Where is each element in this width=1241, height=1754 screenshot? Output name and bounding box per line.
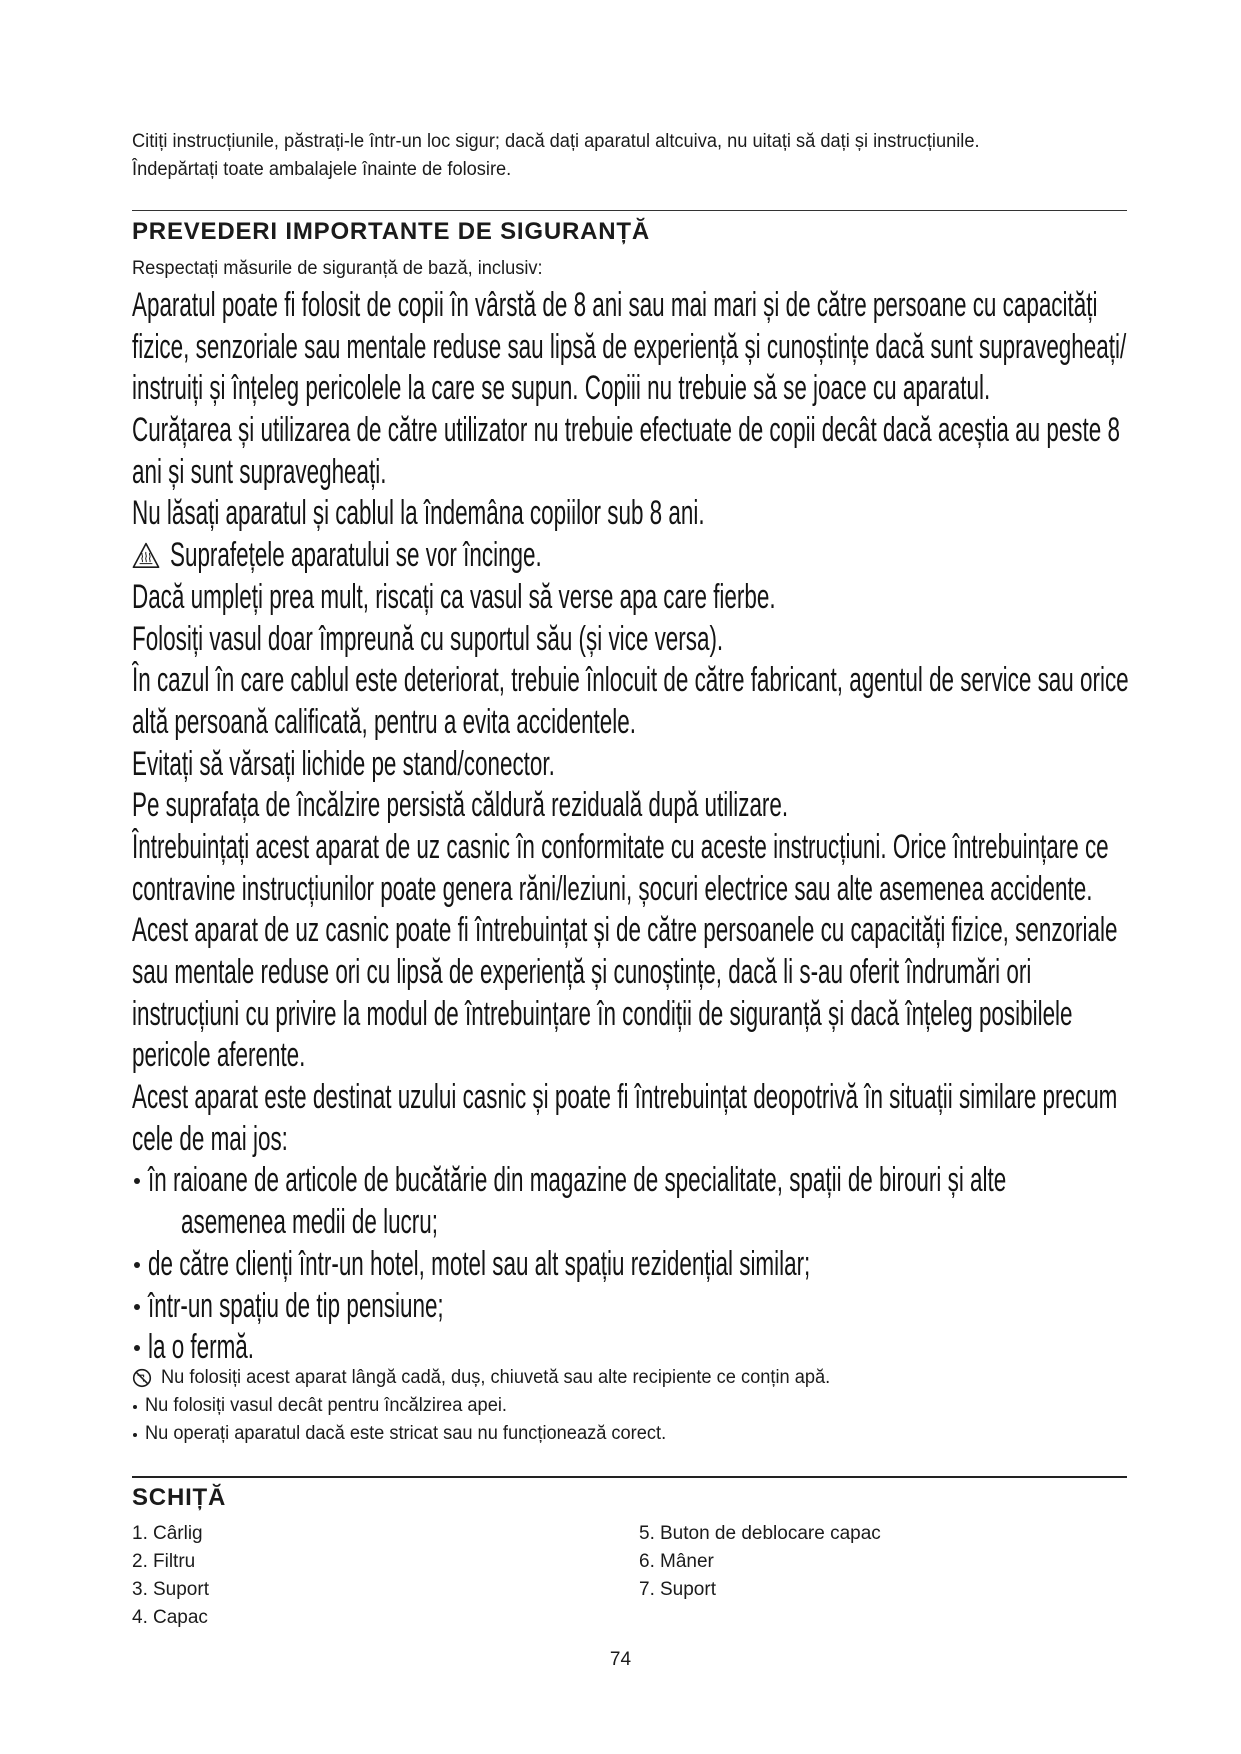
instruction-line bbox=[132, 1035, 1222, 1077]
usage-setting-text: la o fermă. bbox=[147, 1328, 254, 1367]
part-name: Capac bbox=[153, 1607, 208, 1628]
instruction-line bbox=[132, 660, 1222, 702]
usage-setting-item bbox=[132, 1244, 1222, 1286]
bullet-marker bbox=[133, 1433, 137, 1437]
part-number: 3. bbox=[132, 1579, 148, 1600]
parts-column-left bbox=[132, 1520, 209, 1632]
note-text: Nu operați aparatul dacă este stricat sau nu funcționează corect. bbox=[145, 1423, 667, 1444]
bullet-marker bbox=[134, 1345, 140, 1351]
section-divider bbox=[132, 1476, 1127, 1478]
instruction-line bbox=[132, 452, 1222, 494]
instruction-line bbox=[132, 1119, 1222, 1161]
instruction-line bbox=[132, 994, 1222, 1036]
instruction-line bbox=[132, 285, 1222, 327]
note-item bbox=[132, 1392, 1222, 1420]
instruction-text: ani și sunt supravegheați. bbox=[132, 452, 387, 491]
part-item bbox=[132, 1520, 209, 1548]
instruction-text: contravine instrucțiunilor poate genera răni/leziuni, șocuri electrice sau alte asemenea accidente. bbox=[132, 869, 1093, 908]
instruction-text: Nu lăsați aparatul și cablul la îndemâna copiilor sub 8 ani. bbox=[132, 494, 705, 533]
instruction-text: altă persoană calificată, pentru a evita accidentele. bbox=[132, 702, 636, 741]
intro-line-text: Citiți instrucțiunile, păstrați-le într-un loc sigur; dacă dați aparatul altcuiva, nu uitați să dați și instrucțiunile. bbox=[132, 131, 980, 152]
part-number: 7. bbox=[639, 1579, 655, 1600]
note-text: Nu folosiți acest aparat lângă cadă, duș, chiuvetă sau alte recipiente ce conțin apă. bbox=[161, 1367, 831, 1388]
instruction-line bbox=[132, 910, 1222, 952]
bullet-marker bbox=[134, 1304, 140, 1310]
part-item bbox=[132, 1604, 209, 1632]
usage-setting-item bbox=[132, 1160, 1222, 1202]
instruction-line bbox=[132, 410, 1222, 452]
section-divider bbox=[132, 210, 1127, 211]
part-number: 5. bbox=[639, 1523, 655, 1544]
instruction-line bbox=[132, 493, 1222, 535]
part-name: Buton de deblocare capac bbox=[660, 1523, 881, 1544]
part-item bbox=[639, 1576, 881, 1604]
safety-notes bbox=[132, 1364, 1222, 1448]
instruction-line bbox=[132, 1077, 1222, 1119]
part-item bbox=[132, 1576, 209, 1604]
safety-subheading bbox=[132, 255, 1222, 283]
intro-text bbox=[132, 128, 1222, 184]
usage-setting-continuation bbox=[132, 1202, 1222, 1244]
note-text: Nu folosiți vasul decât pentru încălzirea apei. bbox=[145, 1395, 507, 1416]
instruction-line bbox=[132, 368, 1222, 410]
part-item bbox=[639, 1520, 881, 1548]
instruction-text: Folosiți vasul doar împreună cu suportul său (și vice versa). bbox=[132, 619, 724, 658]
usage-setting-text: în raioane de articole de bucătărie din magazine de specialitate, spații de birouri și alte bbox=[147, 1161, 1006, 1200]
page-number: 74 bbox=[609, 1649, 632, 1670]
intro-line-text: Îndepărtați toate ambalajele înainte de folosire. bbox=[132, 159, 512, 180]
part-name: Suport bbox=[660, 1579, 716, 1600]
parts-column-right bbox=[639, 1520, 881, 1604]
instruction-text: instrucțiuni cu privire la modul de întrebuințare în condiții de siguranță și dacă înțeleg posibilele bbox=[132, 994, 1073, 1033]
bullet-marker bbox=[134, 1178, 140, 1184]
bullet-marker bbox=[134, 1262, 140, 1268]
sketch-parts-list bbox=[132, 1520, 1222, 1632]
part-number: 2. bbox=[132, 1551, 148, 1572]
safety-heading: PREVEDERI IMPORTANTE DE SIGURANȚĂ bbox=[132, 218, 650, 245]
instruction-line bbox=[132, 827, 1222, 869]
instruction-text: În cazul în care cablul este deteriorat, trebuie înlocuit de către fabricant, agentul de service sau orice bbox=[132, 661, 1129, 700]
instruction-text: pericole aferente. bbox=[132, 1036, 306, 1075]
instruction-text: Suprafețele aparatului se vor încinge. bbox=[170, 536, 542, 575]
instruction-line bbox=[132, 619, 1222, 661]
instruction-line bbox=[132, 702, 1222, 744]
instruction-text: Evitați să vărsați lichide pe stand/conector. bbox=[132, 744, 555, 783]
part-item bbox=[132, 1548, 209, 1576]
instruction-text: fizice, senzoriale sau mentale reduse sau lipsă de experiență și cunoștințe dacă sunt supravegheați/ bbox=[132, 327, 1127, 366]
usage-setting-item bbox=[132, 1286, 1222, 1328]
part-name: Filtru bbox=[153, 1551, 196, 1572]
subheading-text: Respectați măsurile de siguranță de bază, inclusiv: bbox=[132, 258, 543, 279]
instruction-text: Acest aparat este destinat uzului casnic și poate fi întrebuințat deopotrivă în situații similare precum bbox=[132, 1078, 1118, 1117]
instruction-text: Curățarea și utilizarea de către utilizator nu trebuie efectuate de copii decât dacă aceștia au peste 8 bbox=[132, 411, 1120, 450]
sketch-heading: SCHIȚĂ bbox=[132, 1484, 227, 1511]
part-name: Suport bbox=[153, 1579, 209, 1600]
instruction-text: Dacă umpleți prea mult, riscați ca vasul să verse apa care fierbe. bbox=[132, 577, 776, 616]
instruction-text: instruiți și înțeleg pericolele la care se supun. Copiii nu trebuie să se joace cu aparatul. bbox=[132, 369, 991, 408]
instruction-text: Acest aparat de uz casnic poate fi întrebuințat și de către persoanele cu capacități fizice, senzoriale bbox=[132, 911, 1118, 950]
instruction-line bbox=[132, 327, 1222, 369]
instruction-line bbox=[132, 952, 1222, 994]
instruction-text: Aparatul poate fi folosit de copii în vârstă de 8 ani sau mai mari și de către persoane cu capacități bbox=[132, 286, 1098, 324]
part-number: 6. bbox=[639, 1551, 655, 1572]
instruction-line bbox=[132, 785, 1222, 827]
part-name: Mâner bbox=[660, 1551, 714, 1572]
note-item bbox=[132, 1364, 1222, 1392]
instruction-line bbox=[132, 744, 1222, 786]
usage-setting-text: de către clienți într-un hotel, motel sau alt spațiu rezidențial similar; bbox=[147, 1244, 810, 1283]
usage-setting-item bbox=[132, 1327, 1222, 1369]
bullet-marker bbox=[133, 1405, 137, 1409]
part-item bbox=[639, 1548, 881, 1576]
part-number: 1. bbox=[132, 1523, 148, 1544]
part-name: Cârlig bbox=[153, 1523, 203, 1544]
intro-line bbox=[132, 156, 1222, 184]
no-water-prohibition-icon bbox=[132, 1368, 152, 1388]
safety-instructions bbox=[132, 285, 1222, 1369]
instruction-text: Întrebuințați acest aparat de uz casnic în conformitate cu aceste instrucțiuni. Orice întrebuințare ce bbox=[132, 827, 1109, 866]
part-number: 4. bbox=[132, 1607, 148, 1628]
instruction-text: cele de mai jos: bbox=[132, 1119, 288, 1158]
intro-line bbox=[132, 128, 1222, 156]
hot-surface-warning-icon bbox=[132, 542, 160, 569]
note-item bbox=[132, 1420, 1222, 1448]
instruction-line bbox=[132, 577, 1222, 619]
instruction-line bbox=[132, 869, 1222, 911]
subheading-line bbox=[132, 255, 1222, 283]
instruction-text: sau mentale reduse ori cu lipsă de experiență și cunoștințe, dacă li s-au oferit îndrumări ori bbox=[132, 953, 1032, 991]
usage-setting-text: într-un spațiu de tip pensiune; bbox=[147, 1286, 444, 1325]
usage-setting-text: asemenea medii de lucru; bbox=[181, 1203, 438, 1242]
hot-surface-warning-line bbox=[132, 535, 1222, 577]
instruction-text: Pe suprafața de încălzire persistă căldură reziduală după utilizare. bbox=[132, 786, 789, 825]
